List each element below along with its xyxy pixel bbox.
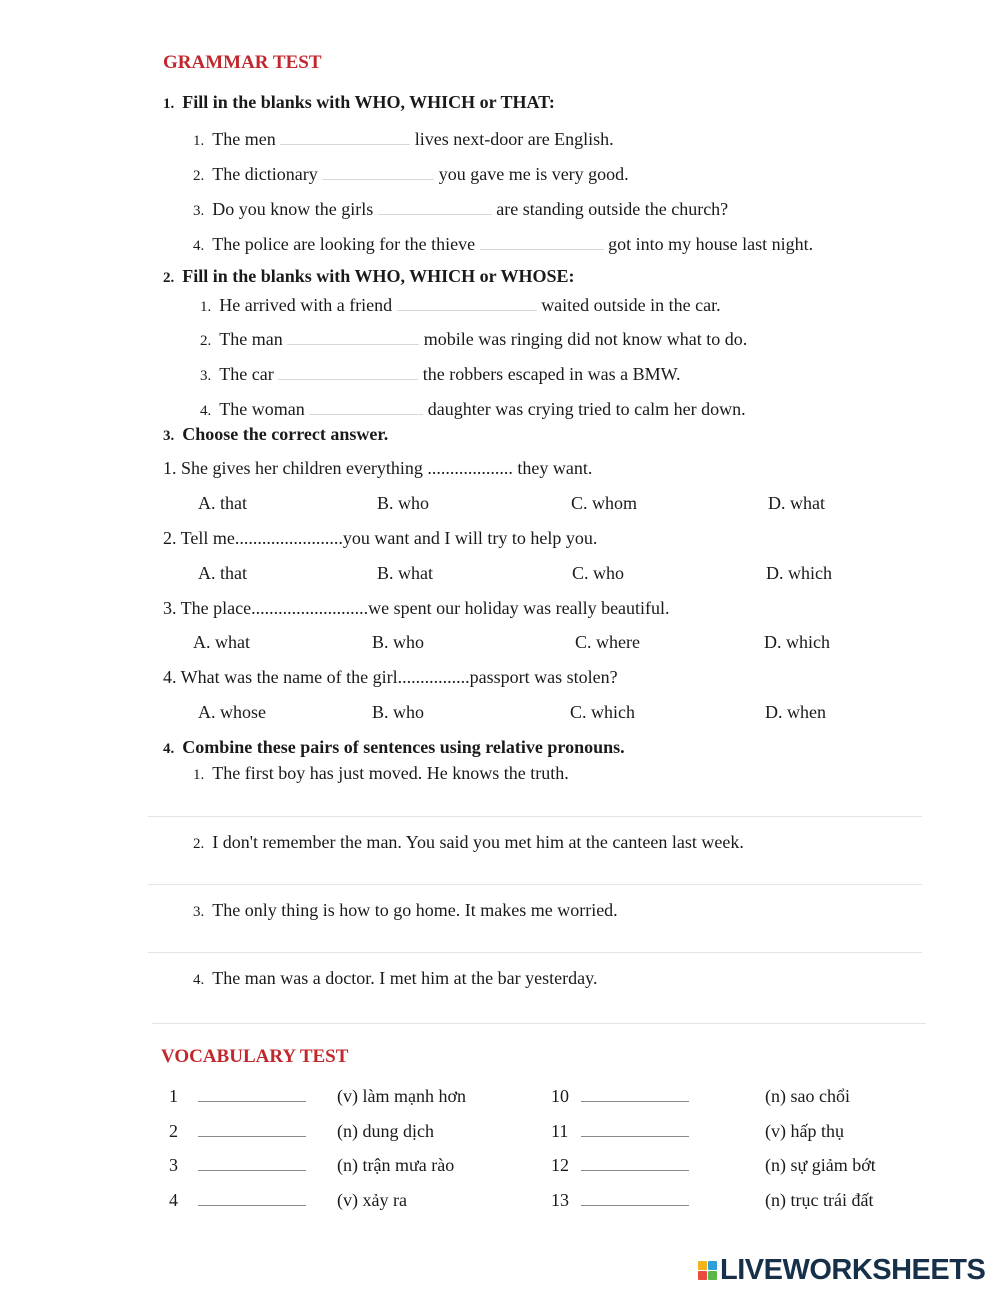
answer-line[interactable] (148, 884, 922, 885)
item-text-before: Do you know the girls (212, 199, 374, 219)
item-text-before: He arrived with a friend (219, 295, 393, 315)
item-number: 4. (193, 972, 205, 988)
option-b[interactable]: B. who (377, 493, 430, 513)
liveworksheets-logo (698, 1253, 985, 1287)
option-c[interactable]: C. who (572, 563, 625, 583)
option-a[interactable]: A. that (198, 563, 247, 583)
s1-item-1 (193, 126, 614, 152)
question-3: 3. The place..........................we spent our holiday was really beautiful. (163, 598, 670, 618)
logo-square (698, 1261, 707, 1270)
s4-item-1 (193, 762, 569, 786)
vocab-num-1: 1 (169, 1086, 178, 1106)
item-text: The first boy has just moved. He knows the truth. (212, 763, 569, 783)
item-text-before: The men (212, 129, 276, 149)
vocab-num-4: 4 (169, 1190, 178, 1210)
option-c[interactable]: C. where (575, 632, 640, 652)
option-d[interactable]: D. which (764, 632, 830, 652)
s4-item-3 (193, 899, 618, 923)
section-4-number: 4. (163, 741, 175, 757)
blank-input[interactable] (280, 126, 410, 145)
section-1-number: 1. (163, 96, 175, 112)
item-text-after: you gave me is very good. (438, 164, 629, 184)
blank-input[interactable] (322, 161, 434, 180)
vocab-blank-2[interactable] (198, 1122, 306, 1137)
logo-square (708, 1271, 717, 1280)
item-text-before: The police are looking for the thieve (212, 234, 476, 254)
s2-item-4 (200, 396, 746, 422)
s1-item-2 (193, 161, 629, 187)
blank-input[interactable] (278, 361, 418, 380)
logo-square (698, 1271, 707, 1280)
section-3-title: Choose the correct answer. (182, 424, 389, 444)
vocab-meaning-11: (v) hấp thụ (765, 1121, 844, 1141)
item-number: 4. (193, 238, 205, 254)
item-number: 3. (193, 203, 205, 219)
item-text: The man was a doctor. I met him at the bar yesterday. (212, 968, 598, 988)
vocab-num-13: 13 (551, 1190, 569, 1210)
option-c[interactable]: C. which (570, 702, 635, 722)
vocab-meaning-1: (v) làm mạnh hơn (337, 1086, 466, 1106)
vocab-meaning-4: (v) xảy ra (337, 1190, 407, 1210)
option-b[interactable]: B. who (372, 702, 425, 722)
vocab-meaning-13: (n) trục trái đất (765, 1190, 874, 1210)
option-d[interactable]: D. which (766, 563, 832, 583)
item-text: I don't remember the man. You said you met him at the canteen last week. (212, 832, 744, 852)
vocab-blank-12[interactable] (581, 1156, 689, 1171)
vocab-blank-11[interactable] (581, 1122, 689, 1137)
answer-line[interactable] (148, 952, 922, 953)
answer-line[interactable] (148, 816, 922, 817)
item-text-after: are standing outside the church? (496, 199, 729, 219)
section-2-number: 2. (163, 270, 175, 286)
item-text-after: daughter was crying tried to calm her down. (427, 399, 746, 419)
section-1-heading (163, 91, 555, 115)
s1-item-4 (193, 231, 813, 257)
option-c[interactable]: C. whom (571, 493, 638, 513)
item-text-after: mobile was ringing did not know what to do. (423, 329, 748, 349)
s2-item-3 (200, 361, 680, 387)
vocab-blank-10[interactable] (581, 1087, 689, 1102)
section-2-heading (163, 265, 575, 289)
s2-item-2 (200, 326, 747, 352)
section-4-heading (163, 736, 625, 760)
question-2: 2. Tell me........................you want and I will try to help you. (163, 528, 598, 548)
blank-input[interactable] (309, 396, 423, 415)
option-a[interactable]: A. that (198, 493, 247, 513)
item-number: 2. (193, 836, 205, 852)
vocab-meaning-3: (n) trận mưa rào (337, 1155, 455, 1175)
blank-input[interactable] (287, 326, 419, 345)
s4-item-4 (193, 967, 597, 991)
option-d[interactable]: D. what (768, 493, 825, 513)
option-d[interactable]: D. when (765, 702, 826, 722)
section-1-title: Fill in the blanks with WHO, WHICH or THAT: (182, 92, 555, 112)
item-number: 3. (193, 904, 205, 920)
vocab-meaning-12: (n) sự giảm bớt (765, 1155, 876, 1175)
item-text-before: The dictionary (212, 164, 318, 184)
item-number: 4. (200, 403, 212, 419)
grammar-test-title: GRAMMAR TEST (163, 52, 322, 73)
item-number: 1. (193, 767, 205, 783)
section-4-title: Combine these pairs of sentences using relative pronouns. (182, 737, 625, 757)
item-number: 1. (200, 299, 212, 315)
section-2-title: Fill in the blanks with WHO, WHICH or WHOSE: (182, 266, 575, 286)
item-text-after: got into my house last night. (608, 234, 814, 254)
vocab-num-2: 2 (169, 1121, 178, 1141)
blank-input[interactable] (397, 292, 537, 311)
item-text-before: The car (219, 364, 274, 384)
s2-item-1 (200, 292, 721, 318)
section-3-heading (163, 423, 388, 447)
blank-input[interactable] (378, 196, 492, 215)
vocab-num-12: 12 (551, 1155, 569, 1175)
option-b[interactable]: B. what (377, 563, 433, 583)
vocab-num-11: 11 (551, 1121, 569, 1141)
item-text-before: The man (219, 329, 283, 349)
vocab-blank-3[interactable] (198, 1156, 306, 1171)
question-4: 4. What was the name of the girl................passport was stolen? (163, 667, 618, 687)
vocab-blank-4[interactable] (198, 1191, 306, 1206)
option-a[interactable]: A. what (193, 632, 250, 652)
option-b[interactable]: B. who (372, 632, 425, 652)
vocab-num-3: 3 (169, 1155, 178, 1175)
option-a[interactable]: A. whose (198, 702, 266, 722)
logo-square (708, 1261, 717, 1270)
liveworksheets-logo-icon (698, 1261, 717, 1280)
item-text: The only thing is how to go home. It makes me worried. (212, 900, 618, 920)
item-number: 2. (193, 168, 205, 184)
logo-text: LIVEWORKSHEETS (720, 1253, 986, 1286)
vocab-meaning-2: (n) dung dịch (337, 1121, 434, 1141)
blank-input[interactable] (480, 231, 604, 250)
vocab-blank-1[interactable] (198, 1087, 306, 1102)
vocabulary-test-title: VOCABULARY TEST (161, 1046, 349, 1067)
section-3-number: 3. (163, 428, 175, 444)
item-text-before: The woman (219, 399, 305, 419)
answer-line[interactable] (152, 1023, 926, 1024)
item-number: 1. (193, 133, 205, 149)
question-1: 1. She gives her children everything ................... they want. (163, 458, 593, 478)
s1-item-3 (193, 196, 728, 222)
item-number: 2. (200, 333, 212, 349)
item-text-after: the robbers escaped in was a BMW. (422, 364, 681, 384)
item-text-after: lives next-door are English. (414, 129, 614, 149)
s4-item-2 (193, 831, 744, 855)
item-text-after: waited outside in the car. (541, 295, 721, 315)
vocab-meaning-10: (n) sao chổi (765, 1086, 850, 1106)
vocab-blank-13[interactable] (581, 1191, 689, 1206)
item-number: 3. (200, 368, 212, 384)
vocab-num-10: 10 (551, 1086, 569, 1106)
